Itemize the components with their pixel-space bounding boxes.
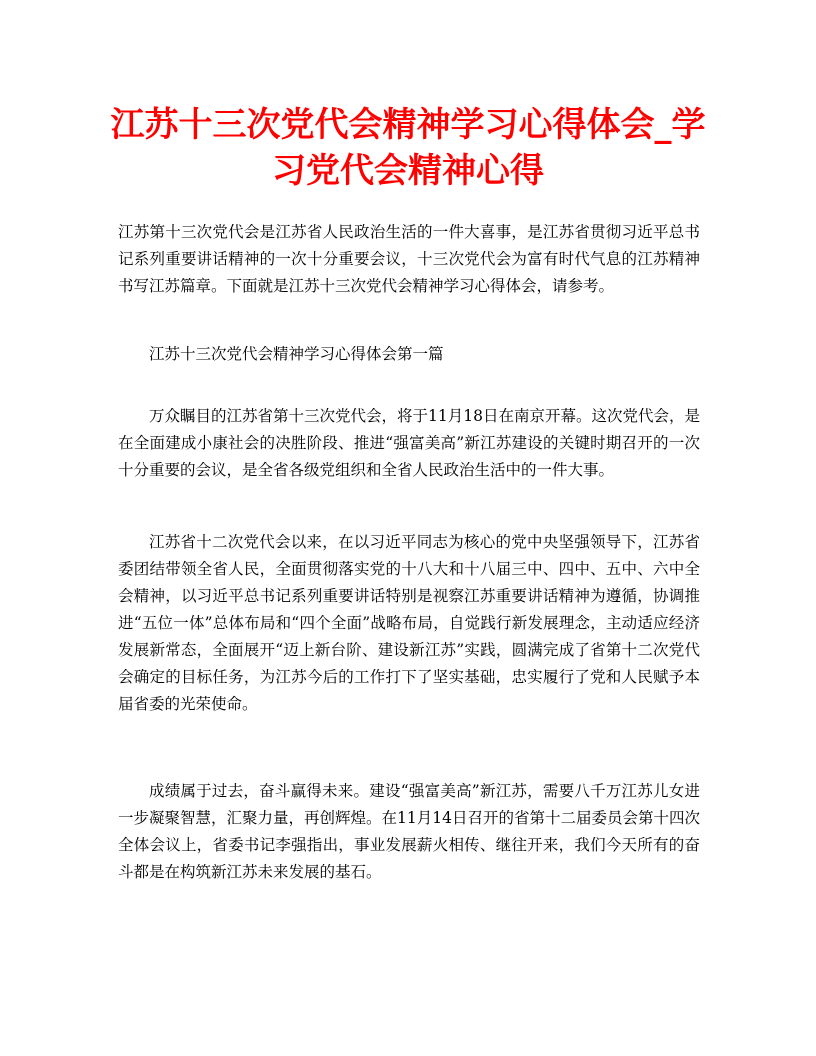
- document-title: 江苏十三次党代会精神学习心得体会_学习党代会精神心得: [110, 105, 706, 191]
- intro-paragraph: 江苏第十三次党代会是江苏省人民政治生活的一件大喜事，是江苏省贯彻习近平总书记系列重要讲话精神的一次十分重要会议，十三次党代会为富有时代气息的江苏精神书写江苏篇章。下面就是江苏十三次党代会精神学习心得体会，请参考。: [118, 223, 700, 295]
- body-paragraph-2: 江苏省十二次党代会以来，在以习近平同志为核心的党中央坚强领导下，江苏省委团结带领全省人民，全面贯彻落实党的十八大和十八届三中、四中、五中、六中全会精神，以习近平总书记系列重要讲话特别是视察江苏重要讲话精神为遵循，协调推进“五位一体”总体布局和“四个全面”战略布局，自觉践行新发展理念，主动适应经济发展新常态，全面展开“迈上新台阶、建设新江苏”实践，圆满完成了省第十二次党代会确定的目标任务，为江苏今后的工作打下了坚实基础，忠实履行了党和人民赋予本届省委的光荣使命。: [118, 533, 700, 713]
- section-heading: 江苏十三次党代会精神学习心得体会第一篇: [149, 345, 444, 363]
- body-paragraph-3: 成绩属于过去，奋斗赢得未来。建设“强富美高”新江苏，需要八千万江苏儿女进一步凝聚智慧，汇聚力量，再创辉煌。在11月14日召开的省第十二届委员会第十四次全体会议上，省委书记李强指出，事业发展薪火相传、继往开来，我们今天所有的奋斗都是在构筑新江苏未来发展的基石。: [118, 782, 700, 881]
- body-paragraph-1: 万众瞩目的江苏省第十三次党代会，将于11月18日在南京开幕。这次党代会，是在全面建成小康社会的决胜阶段、推进“强富美高”新江苏建设的关键时期召开的一次十分重要的会议，是全省各级党组织和全省人民政治生活中的一件大事。: [118, 407, 700, 479]
